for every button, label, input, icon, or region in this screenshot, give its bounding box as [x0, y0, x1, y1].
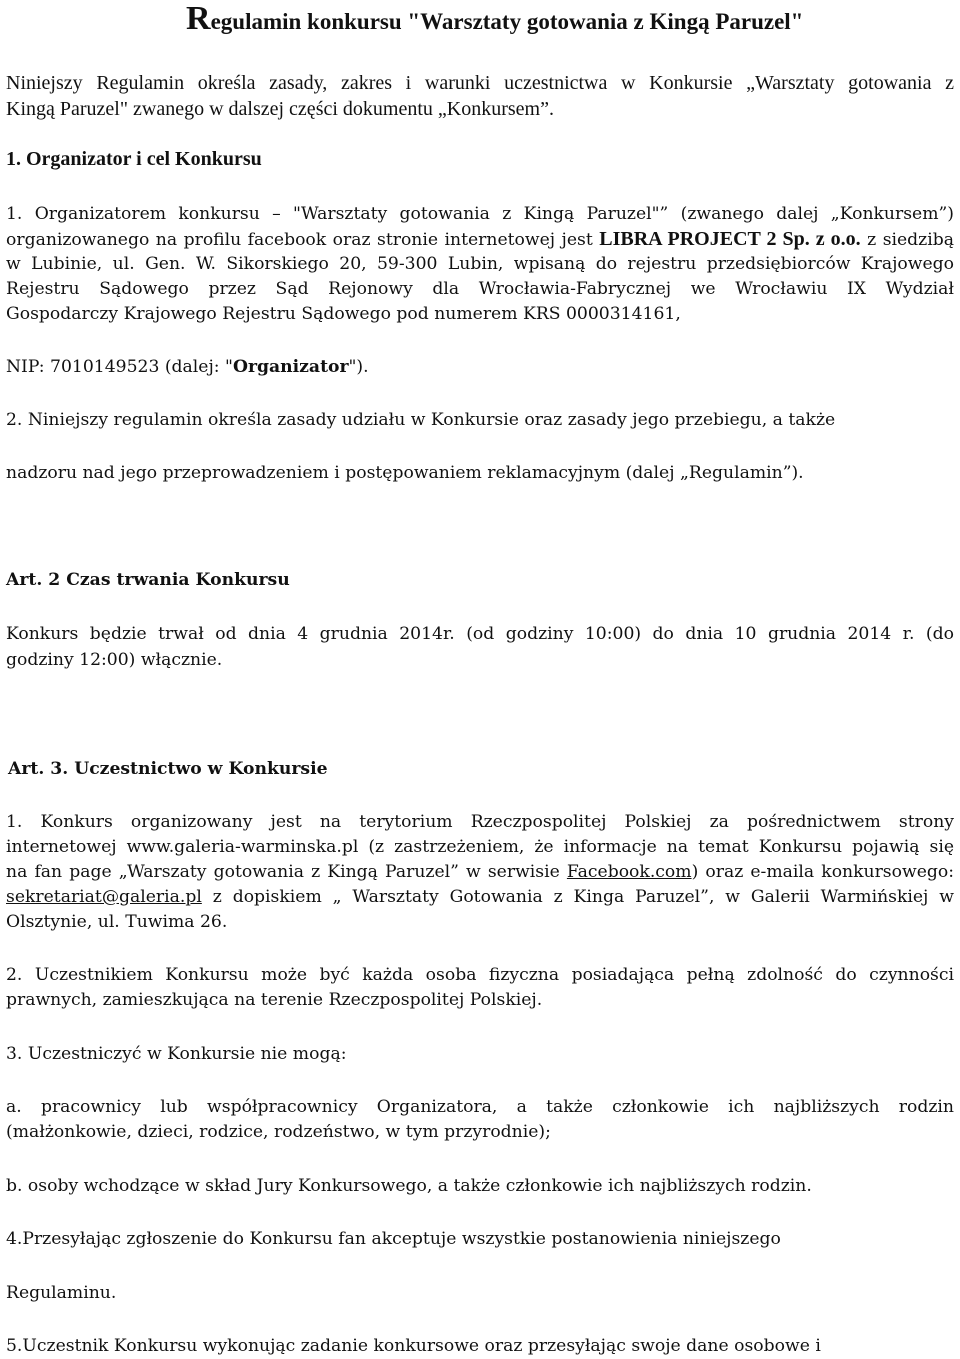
title-text: egulamin konkursu "Warsztaty gotowania z Kingą Paruzel"	[210, 9, 804, 34]
s1-p1-line-1: 1. Organizatorem konkursu – "Warsztaty gotowania z Kingą Paruzel"” (zwanego dalej „Konkursem”)	[6, 204, 954, 224]
art-3-p3: 3. Uczestniczyć w Konkursie nie mogą:	[6, 1044, 347, 1064]
nip-line	[6, 354, 369, 380]
art-2-line-1: Konkurs będzie trwał od dnia 4 grudnia 2014r. (od godziny 10:00) do dnia 10 grudnia 2014 r. (do	[6, 624, 954, 644]
document-title	[186, 0, 803, 38]
art-3-p1-line-2: internetowej www.galeria-warminska.pl (z zastrzeżeniem, że informacje na temat Konkursu pojawią się	[6, 837, 954, 857]
intro-line-2: Kingą Paruzel" zwanego w dalszej części dokumentu „Konkursem”.	[6, 98, 554, 120]
section-1-heading: 1. Organizator i cel Konkursu	[6, 148, 262, 170]
email-link[interactable]: sekretariat@galeria.pl	[6, 887, 202, 907]
s1-p2-line-1: 2. Niniejszy regulamin określa zasady udziału w Konkursie oraz zasady jego przebiegu, a także	[6, 410, 836, 430]
art-3-p1-line-5: Olsztynie, ul. Tuwima 26.	[6, 912, 228, 932]
art-3-p4-line-1: 4.Przesyłając zgłoszenie do Konkursu fan akceptuje wszystkie postanowienia niniejszego	[6, 1229, 781, 1249]
s1-p1-line-3: w Lubinie, ul. Gen. W. Sikorskiego 20, 59-300 Lubin, wpisaną do rejestru przedsiębiorców Krajowego	[6, 254, 954, 274]
art-3-pb: b. osoby wchodzące w skład Jury Konkursowego, a także członkowie ich najbliższych rodzin.	[6, 1176, 812, 1196]
art-3-p1-line-4	[6, 884, 954, 910]
nip-text: NIP: 7010149523 (dalej: "	[6, 357, 233, 377]
s1-p1-line-5: Gospodarczy Krajowego Rejestru Sądowego pod numerem KRS 0000314161,	[6, 304, 681, 324]
organizer-label: Organizator	[232, 357, 349, 377]
s1-p1-line-2	[6, 226, 954, 253]
art-3-p4-line-2: Regulaminu.	[6, 1283, 117, 1303]
art-3-p2-line-1: 2. Uczestnikiem Konkursu może być każda osoba fizyczna posiadająca pełną zdolność do czynności	[6, 965, 954, 985]
art-3-p1-line-3	[6, 859, 954, 885]
art-3-p1-line-1: 1. Konkurs organizowany jest na terytorium Rzeczpospolitej Polskiej za pośrednictwem strony	[6, 812, 954, 832]
intro-line-1: Niniejszy Regulamin określa zasady, zakres i warunki uczestnictwa w Konkursie „Warsztaty gotowania z	[6, 72, 954, 94]
art-3-heading: Art. 3. Uczestnictwo w Konkursie	[8, 759, 328, 779]
nip-tail: ").	[348, 357, 369, 377]
title-initial: R	[186, 0, 211, 37]
art-3-pa-line-1: a. pracownicy lub współpracownicy Organizatora, a także członkowie ich najbliższych rodzin	[6, 1097, 954, 1117]
organizer-company-name: LIBRA PROJECT 2 Sp. z o.o.	[599, 228, 861, 250]
facebook-link[interactable]: Facebook.com	[566, 862, 692, 882]
s1-p2-line-2: nadzoru nad jego przeprowadzeniem i postępowaniem reklamacyjnym (dalej „Regulamin”).	[6, 463, 804, 483]
art-3-p1-line-3-text: na fan page „Warszaty gotowania z Kingą Paruzel” w serwisie	[6, 862, 567, 882]
art-3-p1-line-4-tail: z dopiskiem „ Warsztaty Gotowania z Kinga Paruzel”, w Galerii Warmińskiej w	[201, 887, 954, 907]
art-3-p5: 5.Uczestnik Konkursu wykonując zadanie konkursowe oraz przesyłając swoje dane osobowe i	[6, 1336, 821, 1356]
art-3-p1-line-3-tail: ) oraz e-maila konkursowego:	[691, 862, 955, 882]
s1-p1-line-4: Rejestru Sądowego przez Sąd Rejonowy dla Wrocławia-Fabrycznej we Wrocławiu IX Wydział	[6, 279, 954, 299]
s1-p1-line-2-text: organizowanego na profilu facebook oraz stronie internetowej jest	[6, 230, 600, 250]
art-2-heading: Art. 2 Czas trwania Konkursu	[6, 570, 290, 590]
art-2-line-2: godziny 12:00) włącznie.	[6, 650, 223, 670]
art-3-p2-line-2: prawnych, zamieszkująca na terenie Rzeczpospolitej Polskiej.	[6, 990, 543, 1010]
art-3-pa-line-2: (małżonkowie, dzieci, rodzice, rodzeństwo, w tym przyrodnie);	[6, 1122, 551, 1142]
s1-p1-line-2-tail: z siedzibą	[860, 230, 954, 250]
